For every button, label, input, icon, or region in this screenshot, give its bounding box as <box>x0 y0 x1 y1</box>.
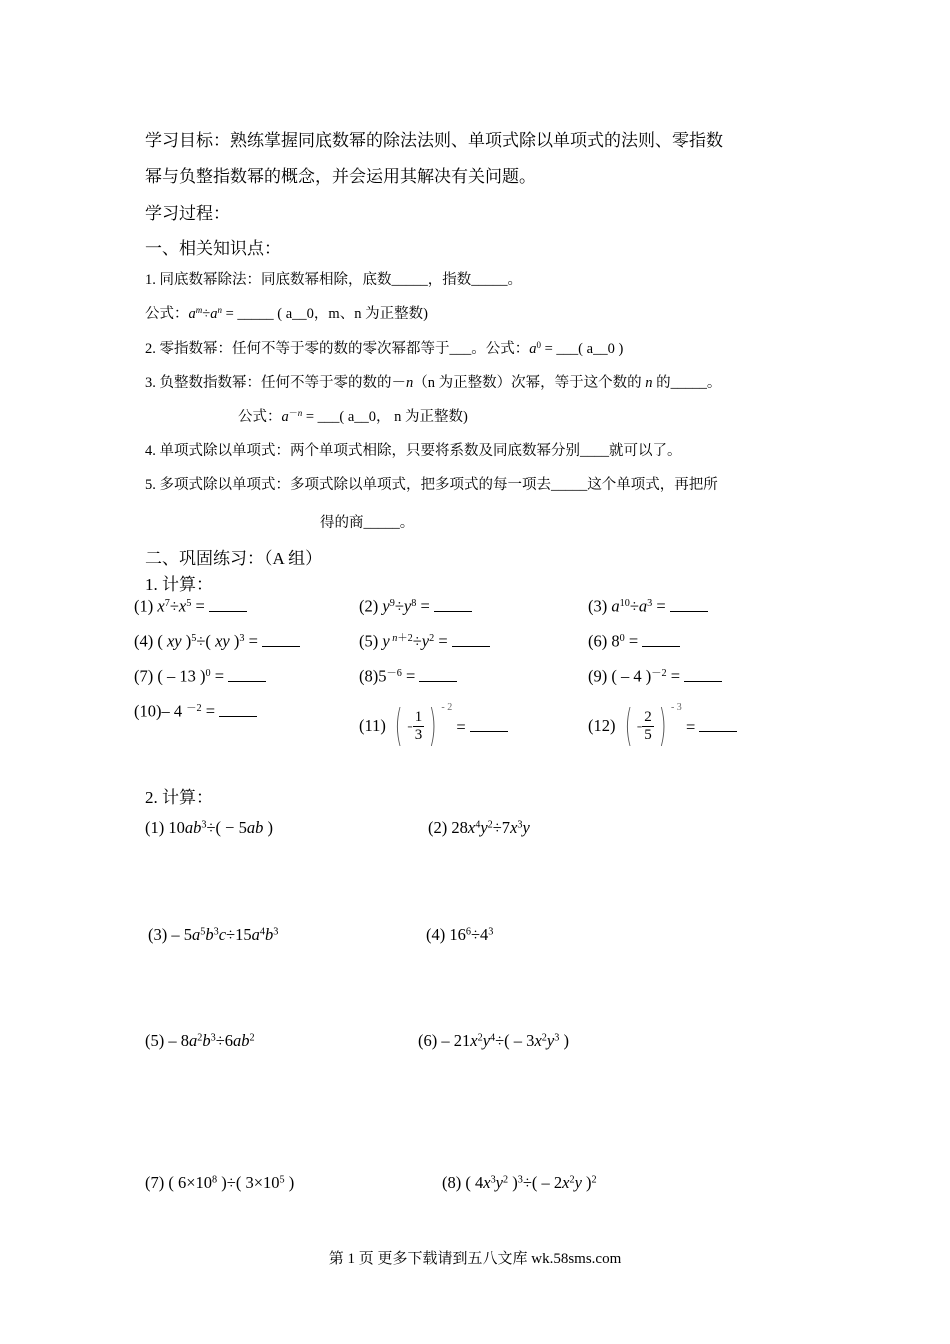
problem-6: $(6) - 21x^2y^4\div( - 3x^2y^3$ ) <box>418 1031 569 1050</box>
section1-heading: 一、相关知识点： <box>145 239 281 258</box>
exercise-6: (6) $8^0$ = <box>588 629 680 652</box>
exercise-9: (9) ( – 4 )$^{-2}$ = <box>588 664 722 687</box>
knowledge-point-3-formula: 公式：$a^{-n}$ = ___( a__0， n 为正整数) <box>238 408 468 425</box>
learning-goal-line2: 幂与负整指数幂的概念，并会运用其解决有关问题。 <box>145 167 536 186</box>
knowledge-point-1-formula: 公式：$a^m\div a^n$ = _____ ( a__0，m、n 为正整数) <box>145 305 428 322</box>
exercise-4: (4) ( xy )$^5$÷( xy )$^3$ = <box>134 629 300 652</box>
knowledge-point-5-line1: 5. 多项式除以单项式：多项式除以单项式，把多项式的每一项去_____这个单项式，再把所 <box>145 477 718 493</box>
question1-title: 1. 计算： <box>145 575 213 594</box>
learning-process-heading: 学习过程： <box>145 204 230 223</box>
exercise-2: (2) $y^9\div y^8$ = <box>359 594 472 617</box>
exercise-5: (5) y $^{n+2}\div y^2$ = <box>359 629 490 652</box>
problem-7: (7) ( $6\times 10^8$ )÷( $3\times 10^5$ ) <box>145 1173 295 1192</box>
learning-goal-line1: 学习目标：熟练掌握同底数幂的除法法则、单项式除以单项式的法则、零指数 <box>145 131 723 150</box>
problem-1: (1) $10ab^3\div( - 5ab$ ) <box>145 818 273 837</box>
exercise-10: (10)– 4 $^{-2}$ = <box>134 699 257 722</box>
exercise-1: (1) $x^7\div x^5$ = <box>134 594 247 617</box>
problem-3: $(3) - 5a^5b^3c\div 15a^4b^3$ <box>148 925 279 944</box>
problem-5: $(5) - 8a^2b^3\div 6ab^2$ <box>145 1031 255 1050</box>
exercise-12: (12) ( - $\frac{2}{5}$ ) - 3 = <box>588 704 737 748</box>
page-footer: 第 1 页 更多下载请到五八文库 wk.58sms.com <box>328 1251 622 1267</box>
knowledge-point-4: 4. 单项式除以单项式：两个单项式相除，只要将系数及同底数幂分别____就可以了。 <box>145 443 682 459</box>
knowledge-point-5-line2: 得的商_____。 <box>320 515 415 531</box>
exercise-3: (3) $a^{10}\div a^3$ = <box>588 594 708 617</box>
knowledge-point-3: 3. 负整数指数幂：任何不等于零的数的－n（n 为正整数）次幂，等于这个数的 n 的_____。 <box>145 375 722 391</box>
exercise-8: $(8)5^{-6}$ = <box>359 664 457 687</box>
problem-4: (4) $16^6\div 4^3$ <box>426 925 494 944</box>
problem-8: (8) ( $4x^3y^2$ )$^3\div( - 2x^2y$ )$^2$ <box>442 1173 597 1192</box>
exercise-7: (7) ( – 13 )$^0$ = <box>134 664 266 687</box>
knowledge-point-1: 1. 同底数幂除法：同底数幂相除，底数_____，指数_____。 <box>145 272 522 288</box>
section2-heading: 二、巩固练习：（A 组） <box>145 549 323 568</box>
problem-2: (2) $28x^4y^2\div 7x^3y$ <box>428 818 530 837</box>
exercise-11: (11) ( - $\frac{1}{3}$ ) - 2 = <box>359 704 508 748</box>
question2-title: 2. 计算： <box>145 788 213 807</box>
knowledge-point-2: 2. 零指数幂：任何不等于零的数的零次幂都等于___。公式：$a^0$ = ___( a__0 ) <box>145 340 624 357</box>
